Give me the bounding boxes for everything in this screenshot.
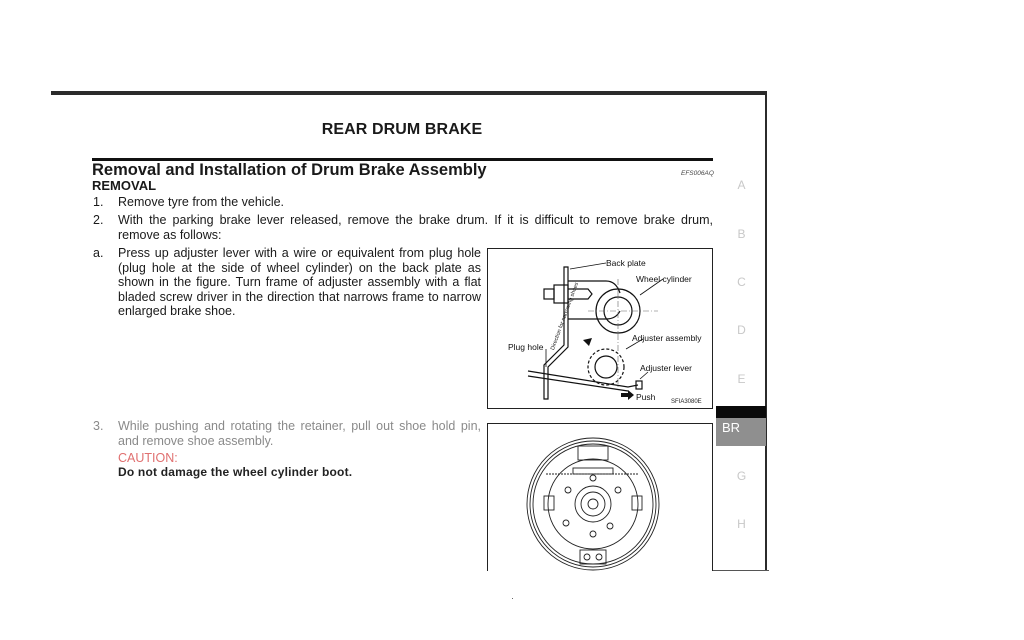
label-plug-hole: Plug hole [508,342,544,352]
tab-b[interactable]: B [737,227,746,241]
tab-h[interactable]: H [737,517,746,531]
tab-br-label: BR [722,420,741,435]
label-adjuster-lever: Adjuster lever [640,363,692,373]
label-back-plate: Back plate [606,258,646,268]
tab-d[interactable]: D [737,323,746,337]
page-title: REAR DRUM BRAKE [321,121,483,138]
step-number: 1. [93,195,104,209]
page-top-border [51,91,767,95]
step-number: 3. [93,419,104,433]
step-number: 2. [93,213,104,227]
step-text: While pushing and rotating the retainer, pull out shoe hold pin, and remove shoe assembly. [118,419,481,448]
stray-mark [512,598,513,599]
active-tab-cap [716,406,766,418]
label-adjuster-assembly: Adjuster assembly [632,333,702,343]
page-right-border [765,93,767,571]
tab-a[interactable]: A [737,178,746,192]
tab-c[interactable]: C [737,275,746,289]
step-text: With the parking brake lever released, remove the brake drum. If it is difficult to remove brake drum, remove as follows: [118,213,713,242]
tab-e[interactable]: E [737,372,746,386]
figure-code: SFIA3080E [671,399,702,405]
tab-g[interactable]: G [736,469,747,483]
label-push: Push [636,392,656,402]
tab-br-active[interactable] [716,406,766,446]
step-number: a. [93,246,104,260]
caution-label: CAUTION: [118,451,178,465]
step-text: Remove tyre from the vehicle. [118,195,285,209]
label-direction: Direction for narrowing shoes [550,281,581,352]
adjuster-diagram-drawing [488,249,712,408]
drum-brake-drawing [488,424,712,571]
figure-adjuster-diagram [487,248,713,409]
reference-code: EFS006AQ [681,170,714,177]
figure-drum-brake-assembly [487,423,713,571]
caution-text: Do not damage the wheel cylinder boot. [118,465,353,479]
label-wheel-cylinder: Wheel cylinder [636,274,692,284]
subheading-removal: REMOVAL [92,178,157,193]
step-text: Press up adjuster lever with a wire or equivalent from plug hole (plug hole at the side of wheel cylinder) on the back plate as shown in the figure. Turn frame of adjuster assembly with a flat bladed screw driver in the direction that narrows frame to narrow enlarged brake shoe. [118,246,481,318]
section-title: Removal and Installation of Drum Brake Assembly [92,161,487,179]
